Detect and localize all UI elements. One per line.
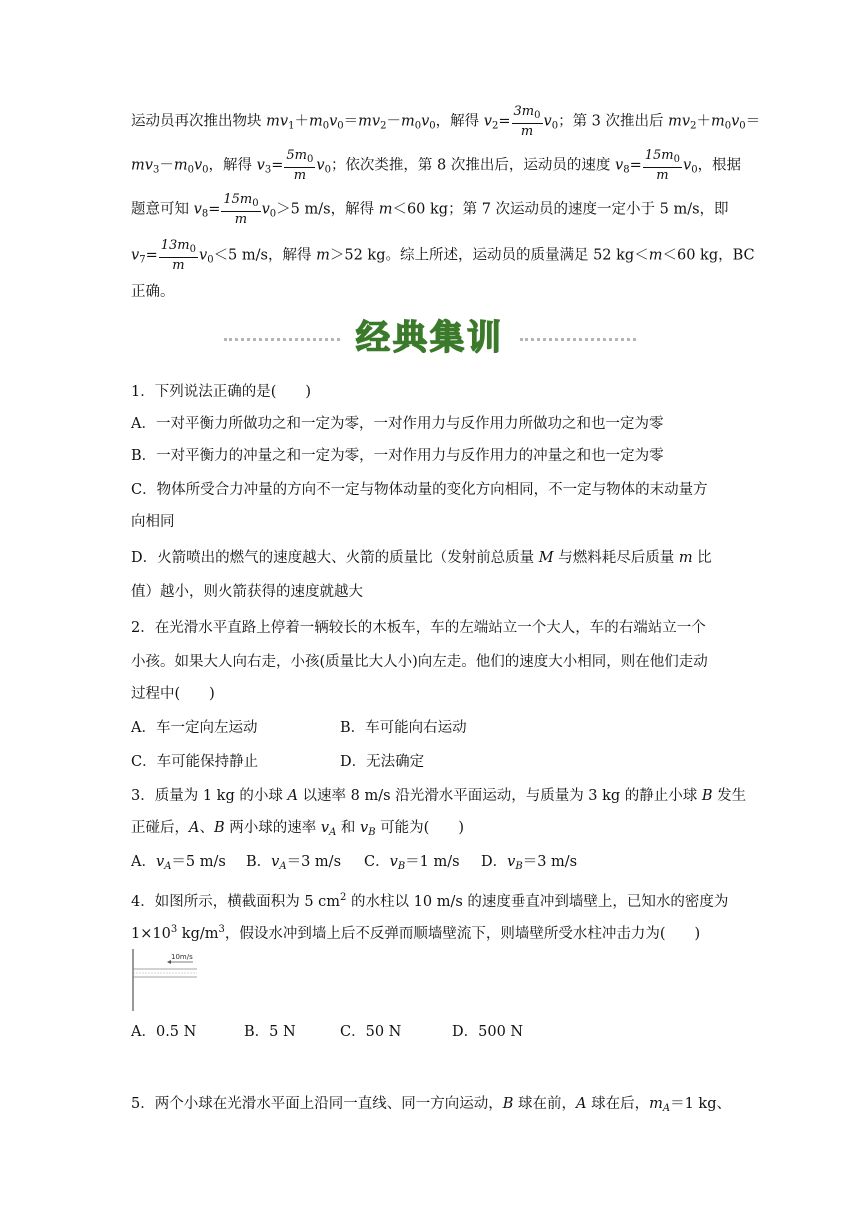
q1-option-a: A．一对平衡力所做功之和一定为零，一对作用力与反作用力所做功之和也一定为零: [131, 416, 664, 432]
solution-line-3: [131, 192, 729, 227]
text: B: [213, 820, 225, 836]
text: －: [159, 157, 174, 174]
text: 3．质量为 1 kg 的小球: [131, 788, 288, 804]
text: 0: [207, 254, 214, 266]
velocity-label: 10m/s: [171, 953, 193, 961]
q2-stem-line3: 过程中( ): [131, 686, 215, 702]
text: 、: [199, 820, 214, 836]
text: 两小球的速率: [224, 820, 321, 836]
q2-stem-line1: 2．在光滑水平直路上停着一辆较长的木板车，车的左端站立一个大人，车的右端站立一个: [131, 620, 706, 636]
q4-stem-line1: 4．如图所示，横截面积为 5 $cm^2$ 的水柱以 10 m/s 的速度垂直冲到墙壁上，已知水的密度为: [131, 892, 729, 910]
text: 2: [491, 120, 499, 132]
text: =: [208, 201, 221, 218]
text: 0: [739, 120, 746, 132]
text: v: [256, 157, 265, 174]
text: 0: [324, 164, 331, 176]
text: ＝: [745, 113, 761, 130]
text: v: [316, 157, 325, 174]
text: ＋: [696, 113, 711, 130]
text: v: [615, 157, 624, 174]
text: v: [131, 247, 140, 264]
text: 可能为( ): [375, 820, 465, 836]
text: B: [368, 827, 376, 838]
q3-option-b: B．$v_A=3$ m/s: [246, 854, 342, 872]
q4-stem-line2: $1\times 10^3$ $kg/m^3$，假设水冲到墙上后不反弹而顺墙壁流下，则墙壁所受水柱冲击力为( ): [131, 924, 701, 942]
text: v: [329, 113, 338, 130]
text: 0: [322, 120, 330, 132]
fraction: $\frac{15m_0}{m}$: [223, 192, 259, 227]
banner-divider-right: [520, 338, 636, 341]
text: A: [287, 788, 298, 804]
text: v: [682, 157, 692, 174]
q4-option-d: D．500 N: [452, 1024, 524, 1040]
text: D．火箭喷出的燃气的速度越大、火箭的质量比（发射前总质量: [131, 550, 539, 566]
text: m: [308, 113, 323, 130]
fraction: $\frac{5m_0}{m}$: [286, 148, 314, 183]
text: 8: [623, 164, 630, 176]
text: A: [189, 820, 200, 836]
fraction: $\frac{13m_0}{m}$: [160, 238, 196, 273]
solution-line-2: [131, 148, 741, 183]
q1-option-b: B．一对平衡力的冲量之和一定为零，一对作用力与反作用力的冲量之和也一定为零: [131, 448, 664, 464]
text: v: [198, 247, 208, 264]
text: mv: [266, 113, 289, 130]
text: m: [678, 550, 693, 566]
q3-option-a: A．$v_A=5$ m/s: [131, 854, 226, 872]
text: －: [386, 113, 401, 130]
text: A: [329, 827, 337, 838]
text: v: [543, 113, 552, 130]
text: 运动员再次推出物块: [131, 113, 267, 130]
text: m: [400, 113, 415, 130]
text: 0: [691, 164, 698, 176]
text: 0: [724, 120, 732, 132]
text: v: [193, 157, 203, 174]
text: v: [483, 113, 492, 130]
q4-option-b: B．5 N: [244, 1024, 296, 1040]
q2-option-c: C．车可能保持静止: [131, 754, 259, 770]
q2-option-b: B．车可能向右运动: [340, 720, 467, 736]
text: 3: [264, 164, 272, 176]
text: 0: [337, 120, 344, 132]
solution-line-5: [131, 282, 175, 302]
q2-option-d: D．无法确定: [340, 754, 425, 770]
section-banner: [224, 316, 636, 360]
fraction: $\frac{15m_0}{m}$: [644, 148, 680, 183]
q3-option-c: C．$v_B=1$ m/s: [364, 854, 460, 872]
q1-option-d-line1: [131, 548, 712, 568]
q1-stem: 1．下列说法正确的是( ): [131, 384, 312, 400]
fraction: $\frac{3m_0}{m}$: [513, 104, 541, 139]
q1-option-c-line1: C．物体所受合力冲量的方向不一定与物体动量的变化方向相同，不一定与物体的末动量方: [131, 482, 708, 498]
solution-line-1: [131, 104, 760, 139]
text: 正确。: [131, 284, 175, 300]
q2-option-a: A．车一定向左运动: [131, 720, 258, 736]
text: ＋: [294, 113, 309, 130]
text: ＜60 kg；第 7 次运动员的速度一定小于 5 m/s，即: [392, 201, 729, 218]
text: 题意可知: [131, 201, 194, 218]
text: v: [261, 201, 270, 218]
text: ，解得: [435, 113, 484, 130]
q5-stem-line1: 5．两个小球在光滑水平面上沿同一直线、同一方向运动，B 球在前，A 球在后，$m_A=1$ kg、: [131, 1096, 731, 1114]
banner-divider-left: [224, 338, 340, 341]
text: 0: [202, 164, 209, 176]
text: v: [731, 113, 740, 130]
text: v: [421, 113, 430, 130]
text: ，根据: [697, 157, 742, 174]
text: 0: [269, 208, 277, 220]
text: mv: [358, 113, 381, 130]
text: mv: [131, 157, 153, 174]
text: ；第 3 次推出后: [558, 113, 669, 130]
text: =: [271, 157, 284, 174]
text: =: [145, 247, 158, 264]
text: 0: [187, 164, 194, 176]
text: 发生: [712, 788, 747, 804]
text: ，解得: [208, 157, 257, 174]
text: m: [710, 113, 725, 130]
text: 8: [201, 208, 209, 220]
text: m: [648, 247, 663, 264]
text: B: [701, 788, 713, 804]
text: ＞52 kg。综上所述，运动员的质量满足 52 kg＜: [329, 247, 649, 264]
water-jet-figure: [131, 947, 201, 1013]
text: 0: [414, 120, 422, 132]
text: 0: [551, 120, 559, 132]
text: 以速率 8 m/s 沿光滑水平面运动，与质量为 3 kg 的静止小球: [297, 788, 702, 804]
q4-option-a: A．0.5 N: [131, 1024, 197, 1040]
text: m: [316, 247, 330, 264]
text: m: [378, 201, 393, 218]
solution-line-4: [131, 238, 755, 273]
text: M: [538, 550, 554, 566]
text: 2: [690, 120, 697, 132]
text: =: [629, 157, 642, 174]
text: ；依次类推，第 8 次推出后，运动员的速度: [330, 157, 615, 174]
banner-title: 经典集训: [356, 318, 504, 358]
text: ＞5 m/s，解得: [276, 201, 379, 218]
q3-stem-line2: [131, 818, 464, 843]
text: ＜60 kg，BC: [662, 247, 755, 264]
text: v: [360, 820, 369, 836]
text: mv: [668, 113, 691, 130]
q1-option-c-line2: 向相同: [131, 514, 175, 530]
text: v: [193, 201, 202, 218]
q4-option-c: C．50 N: [340, 1024, 402, 1040]
text: 正碰后，: [131, 820, 189, 836]
text: 1: [288, 120, 295, 132]
text: ＝: [343, 113, 359, 130]
q1-option-d-line2: 值）越小，则火箭获得的速度就越大: [131, 584, 363, 600]
text: 和: [336, 820, 361, 836]
text: 3: [152, 164, 160, 176]
text: 7: [139, 254, 146, 266]
text: 2: [380, 120, 387, 132]
text: 0: [429, 120, 436, 132]
text: m: [173, 157, 188, 174]
text: v: [320, 820, 330, 836]
q3-option-d: D．$v_B=3$ m/s: [481, 854, 578, 872]
text: 比: [692, 550, 712, 566]
text: =: [498, 113, 511, 130]
text: ＜5 m/s，解得: [213, 247, 317, 264]
q2-stem-line2: 小孩。如果大人向右走，小孩(质量比大人小)向左走。他们的速度大小相同，则在他们走动: [131, 654, 708, 670]
text: 与燃料耗尽后质量: [553, 550, 679, 566]
q3-stem-line1: [131, 786, 746, 806]
